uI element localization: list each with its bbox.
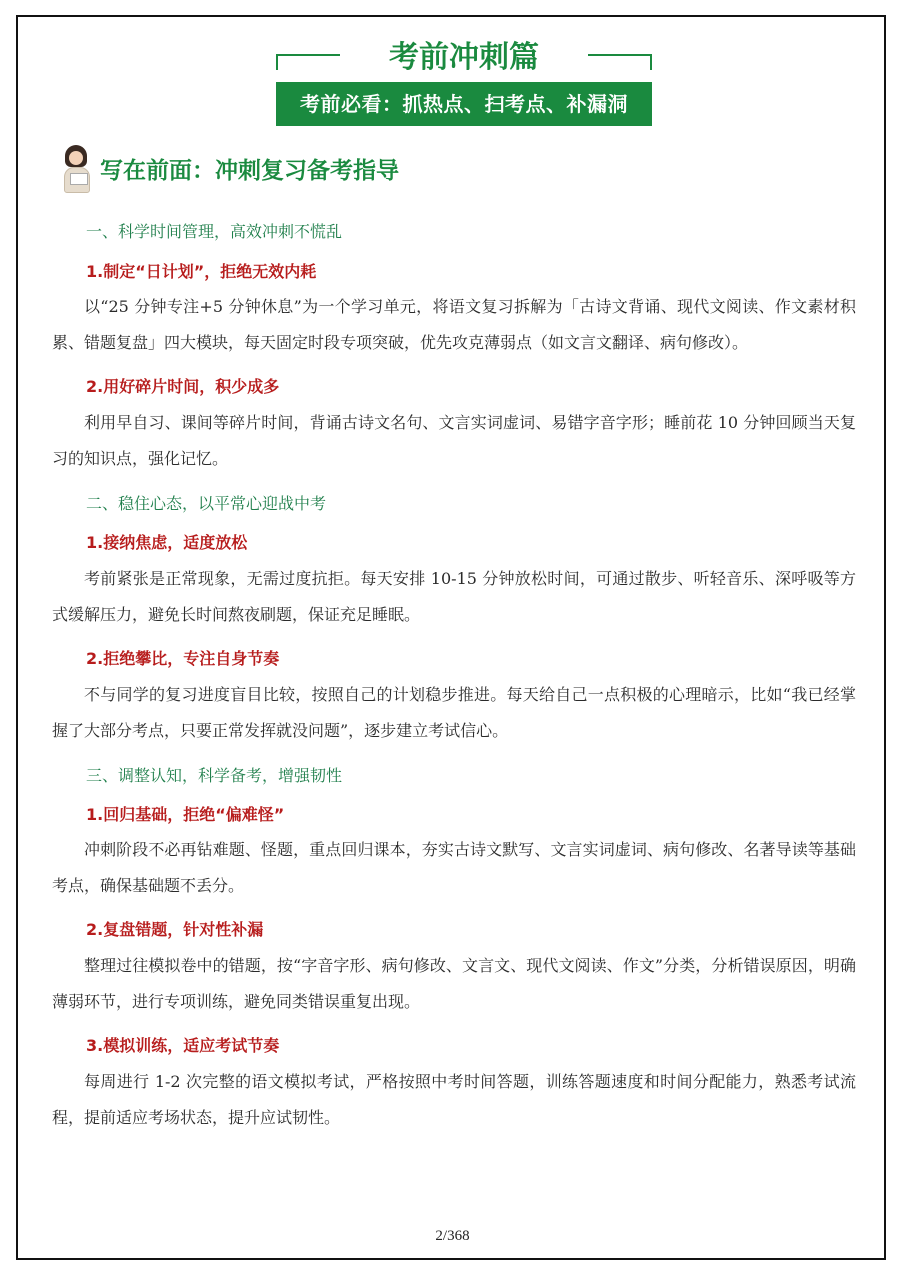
subheading-3-3: 3.模拟训练，适应考试节奏	[86, 1036, 280, 1055]
teacher-avatar-icon	[60, 143, 94, 193]
subheading-2-1: 1.接纳焦虑，适度放松	[86, 533, 248, 552]
subheading-3-2: 2.复盘错题，针对性补漏	[86, 920, 264, 939]
subheading-3-1: 1.回归基础，拒绝“偏难怪”	[86, 805, 285, 824]
subheading-2-2: 2.拒绝攀比，专注自身节奏	[86, 649, 280, 668]
page-number: 2/368	[435, 1228, 470, 1244]
subheading-1-2: 2.用好碎片时间，积少成多	[86, 377, 280, 396]
paragraph-1: 以“25 分钟专注+5 分钟休息”为一个学习单元，将语文复习拆解为「古诗文背诵、现代文阅读、作文素材积累、错题复盘」四大模块，每天固定时段专项突破，优先攻克薄弱点（如文言文翻译、病句修改）。	[52, 297, 856, 352]
heading-section-3: 三、调整认知，科学备考，增强韧性	[86, 766, 343, 785]
paragraph-2: 利用早自习、课间等碎片时间，背诵古诗文名句、文言实词虚词、易错字音字形；睡前花 10 分钟回顾当天复习的知识点，强化记忆。	[52, 413, 856, 468]
subheading-1-1: 1.制定“日计划”，拒绝无效内耗	[86, 262, 317, 281]
paragraph-5: 冲刺阶段不必再钻难题、怪题，重点回归课本，夯实古诗文默写、文言实词虚词、病句修改、名著导读等基础考点，确保基础题不丢分。	[52, 840, 856, 895]
section-heading-text: 写在前面：冲刺复习备考指导	[100, 157, 399, 184]
heading-section-1: 一、科学时间管理，高效冲刺不慌乱	[86, 222, 343, 241]
paragraph-6: 整理过往模拟卷中的错题，按“字音字形、病句修改、文言文、现代文阅读、作文”分类，分析错误原因，明确薄弱环节，进行专项训练，避免同类错误重复出现。	[52, 956, 856, 1011]
section-heading	[60, 142, 399, 194]
paragraph-3: 考前紧张是正常现象，无需过度抗拒。每天安排 10-15 分钟放松时间，可通过散步、听轻音乐、深呼吸等方式缓解压力，避免长时间熬夜刷题，保证充足睡眠。	[52, 569, 856, 624]
heading-section-2: 二、稳住心态，以平常心迎战中考	[86, 494, 327, 513]
header-title: 考前冲刺篇	[389, 40, 539, 75]
paragraph-4: 不与同学的复习进度盲目比较，按照自己的计划稳步推进。每天给自己一点积极的心理暗示，比如“我已经掌握了大部分考点，只要正常发挥就没问题”，逐步建立考试信心。	[52, 685, 856, 740]
header-subtitle: 考前必看：抓热点、扫考点、补漏洞	[276, 82, 652, 126]
paragraph-7: 每周进行 1-2 次完整的语文模拟考试，严格按照中考时间答题，训练答题速度和时间分配能力，熟悉考试流程，提前适应考场状态，提升应试韧性。	[52, 1072, 856, 1127]
page-header	[276, 40, 652, 126]
